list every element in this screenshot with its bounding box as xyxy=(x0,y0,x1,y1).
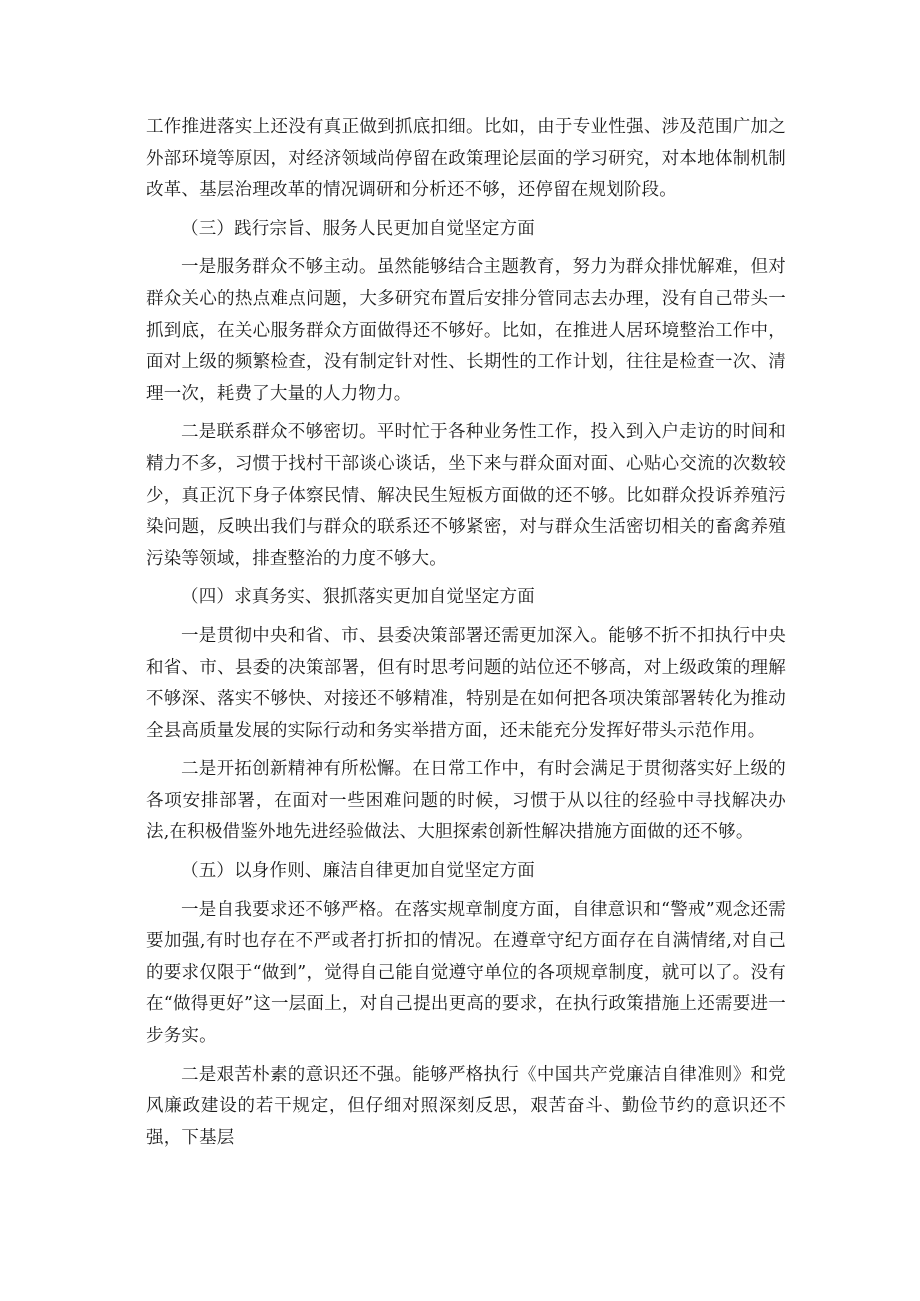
body-paragraph: 一是服务群众不够主动。虽然能够结合主题教育，努力为群众排忧解难，但对群众关心的热点难点问题，大多研究布置后安排分管同志去办理，没有自己带头一抓到底，在关心服务群众方面做得还不够好。比如，在推进人居环境整治工作中，面对上级的频繁检查，没有制定针对性、长期性的工作计划，往往是检查一次、清理一次，耗费了大量的人力物力。 xyxy=(146,257,786,404)
body-paragraph: 一是自我要求还不够严格。在落实规章制度方面，自律意识和“警戒”观念还需要加强,有时也存在不严或者打折扣的情况。在遵章守纪方面存在自满情绪,对自己的要求仅限于“做到”，觉得自己能自觉遵守单位的各项规章制度，就可以了。没有在“做得更好”这一层面上，对自己提出更高的要求，在执行政策措施上还需要进一步务实。 xyxy=(146,899,786,1047)
section-heading: （四）求真务实、狠抓落实更加自觉坚定方面 xyxy=(181,587,535,608)
document-page xyxy=(146,112,786,1154)
body-paragraph: 二是艰苦朴素的意识还不强。能够严格执行《中国共产党廉洁自律准则》和党风廉政建设的若干规定，但仔细对照深刻反思，艰苦奋斗、勤俭节约的意识还不强，下基层 xyxy=(146,1064,786,1148)
section-heading: （五）以身作则、廉洁自律更加自觉坚定方面 xyxy=(181,861,535,882)
body-paragraph: 工作推进落实上还没有真正做到抓底扣细。比如，由于专业性强、涉及范围广加之外部环境等原因，对经济领域尚停留在政策理论层面的学习研究，对本地体制机制改革、基层治理改革的情况调研和分析还不够，还停留在规划阶段。 xyxy=(146,117,786,201)
section-heading: （三）践行宗旨、服务人民更加自觉坚定方面 xyxy=(181,218,535,239)
body-paragraph: 二是联系群众不够密切。平时忙于各种业务性工作，投入到入户走访的时间和精力不多，习惯于找村干部谈心谈话，坐下来与群众面对面、心贴心交流的次数较少，真正沉下身子体察民情、解决民生短板方面做的还不够。比如群众投诉养殖污染问题，反映出我们与群众的联系还不够紧密，对与群众生活密切相关的畜禽养殖污染等领域，排查整治的力度不够大。 xyxy=(146,422,786,569)
body-paragraph: 一是贯彻中央和省、市、县委决策部署还需更加深入。能够不折不扣执行中央和省、市、县委的决策部署，但有时思考问题的站位还不够高，对上级政策的理解不够深、落实不够快、对接还不够精准，特别是在如何把各项决策部署转化为推动全县高质量发展的实际行动和务实举措方面，还未能充分发挥好带头示范作用。 xyxy=(146,625,786,741)
body-paragraph: 二是开拓创新精神有所松懈。在日常工作中，有时会满足于贯彻落实好上级的各项安排部署，在面对一些困难问题的时候，习惯于从以往的经验中寻找解决办法,在积极借鉴外地先进经验做法、大胆探索创新性解决措施方面做的还不够。 xyxy=(146,759,786,843)
